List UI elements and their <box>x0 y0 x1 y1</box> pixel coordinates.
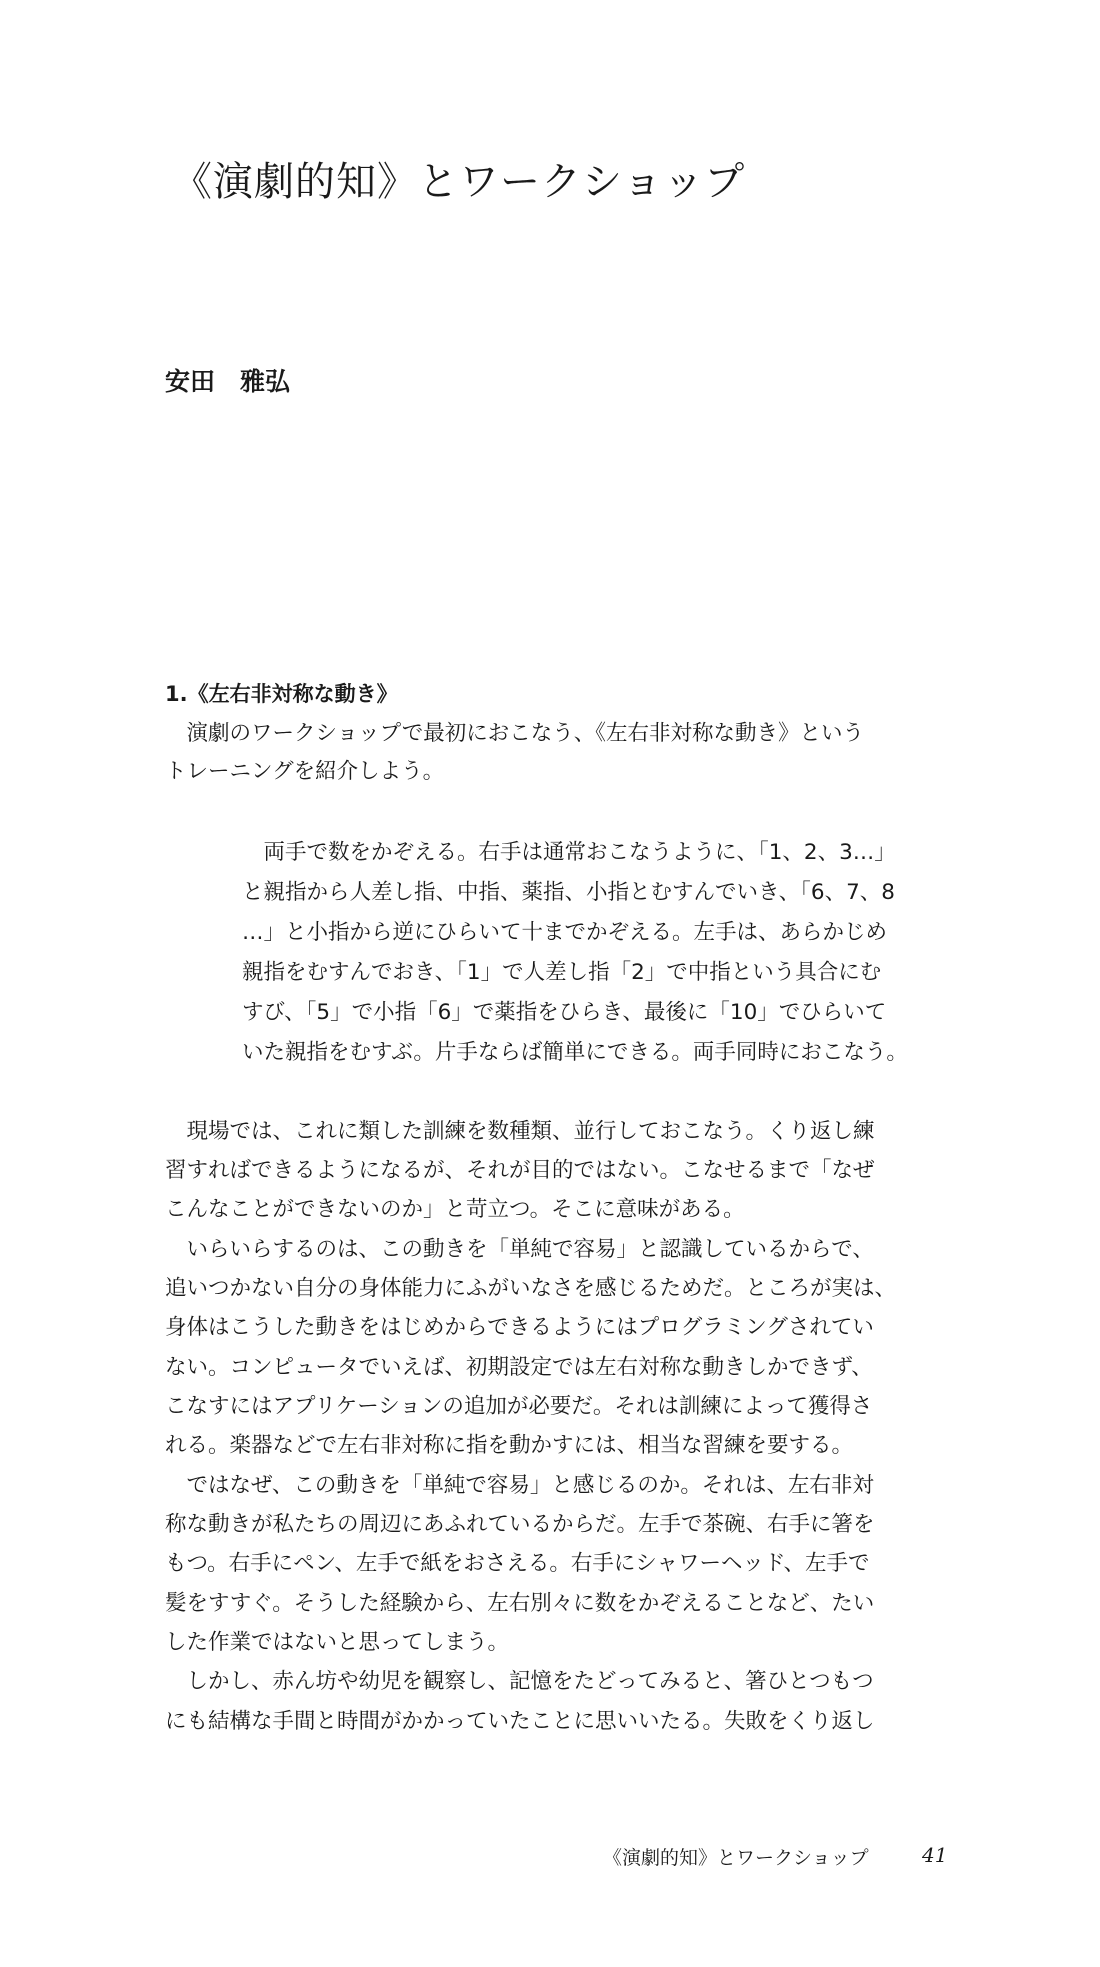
text-line: 称な動きが私たちの周辺にあふれているからだ。左手で茶碗、右手に箸を <box>165 1512 875 1537</box>
text-line: いらいらするのは、この動きを「単純で容易」と認識しているからで、 <box>165 1237 874 1262</box>
text-line: こなすにはアプリケーションの追加が必要だ。それは訓練によって獲得さ <box>165 1394 873 1419</box>
section-heading: 1.《左右非対称な動き》 <box>165 682 398 706</box>
quote-line: いた親指をむすぶ。片手ならば簡単にできる。両手同時におこなう。 <box>242 1040 908 1065</box>
quote-line: 両手で数をかぞえる。右手は通常おこなうように、「1、2、3…」 <box>242 840 896 865</box>
text-line: れる。楽器などで左右非対称に指を動かすには、相当な習練を要する。 <box>165 1433 854 1458</box>
text-line: ではなぜ、この動きを「単純で容易」と感じるのか。それは、左右非対 <box>165 1473 874 1498</box>
page-number: 41 <box>922 1843 948 1867</box>
text-line: こんなことができないのか」と苛立つ。そこに意味がある。 <box>165 1197 745 1222</box>
quote-line: と親指から人差し指、中指、薬指、小指とむすんでいき、「6、7、8 <box>242 880 895 905</box>
text-line: した作業ではないと思ってしまう。 <box>165 1630 510 1655</box>
quote-line: …」と小指から逆にひらいて十までかぞえる。左手は、あらかじめ <box>242 920 888 945</box>
running-footer-title: 《演劇的知》とワークショップ <box>603 1847 869 1869</box>
text-line: 追いつかない自分の身体能力にふがいなさを感じるためだ。ところが実は、 <box>165 1276 897 1301</box>
text-line: しかし、赤ん坊や幼児を観察し、記憶をたどってみると、箸ひとつもつ <box>165 1669 874 1694</box>
text-line: ない。コンピュータでいえば、初期設定では左右対称な動きしかできず、 <box>165 1355 873 1380</box>
text-line: もつ。右手にペン、左手で紙をおさえる。右手にシャワーヘッド、左手で <box>165 1551 870 1576</box>
text-line: 髪をすすぐ。そうした経験から、左右別々に数をかぞえることなど、たい <box>165 1591 875 1616</box>
quote-line: すび、「5」で小指「6」で薬指をひらき、最後に「10」でひらいて <box>242 1000 887 1025</box>
text-line: 現場では、これに類した訓練を数種類、並行しておこなう。くり返し練 <box>165 1119 875 1144</box>
text-line: 習すればできるようになるが、それが目的ではない。こなせるまで「なぜ <box>165 1158 875 1183</box>
text-line: トレーニングを紹介しよう。 <box>165 759 445 784</box>
quote-line: 親指をむすんでおき、「1」で人差し指「2」で中指という具合にむ <box>242 960 882 985</box>
page-title: 《演劇的知》とワークショップ <box>172 159 746 205</box>
text-line: にも結構な手間と時間がかかっていたことに思いいたる。失敗をくり返し <box>165 1709 875 1734</box>
author-name: 安田 雅弘 <box>165 367 291 396</box>
text-line: 身体はこうした動きをはじめからできるようにはプログラミングされてい <box>165 1315 874 1340</box>
text-line: 演劇のワークショップで最初におこなう、《左右非対称な動き》という <box>165 721 864 746</box>
